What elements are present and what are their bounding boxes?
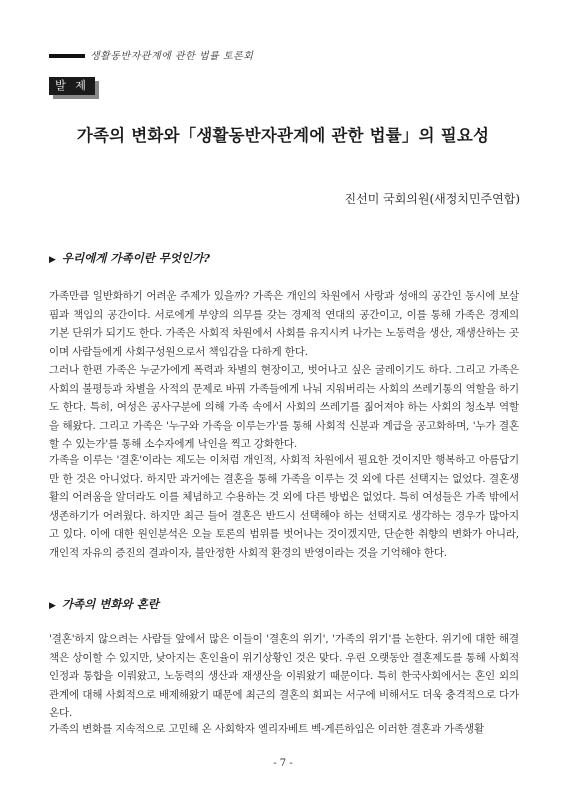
page-number: - 7 - [273, 758, 293, 769]
section-heading-text: 가족의 변화와 혼란 [61, 597, 159, 611]
document-title: 가족의 변화와「생활동반자관계에 관한 법률」의 필요성 [76, 126, 490, 145]
paragraph: '결혼'하지 않으려는 사람들 앞에서 많은 이들이 '결혼의 위기', '가족의 위기'를 논한다. 위기에 대한 해결책은 상이할 수 있지만, 낮아지는 혼인율이 위기상황인 것은 맞다. 우린 오랫동안 결혼제도를 통해 사회적 인정과 통합을 이뤄왔고, 노동력의 생산과 재생산을 이뤄왔기 때문이다. 특히 한국사회에서는 혼인 외의 관계에 대해 사회적으로 배제해왔기 때문에 최근의 결혼의 회피는 서구에 비해서도 더욱 충격적으로 다가온다. [49, 633, 519, 720]
running-header: 생활동반자관계에 관한 법률 토론회 [90, 51, 254, 62]
section-heading-1 [49, 250, 210, 266]
paragraph: 가족을 이루는 '결혼'이라는 제도는 이처럼 개인적, 사회적 차원에서 필요한 것이지만 행복하고 아름답기만 한 것은 아니었다. 하지만 과거에는 결혼을 통해 가족을 이루는 것 외에 다른 선택지는 없었다. 결혼생활의 어려움을 알더라도 이를 체념하고 수용하는 것 외에 다른 방법은 없었다. 특히 여성들은 가족 밖에서 생존하기가 어려웠다. 하지만 최근 들어 결혼은 반드시 선택해야 하는 선택지로 생각하는 경우가 많아지고 있다. 이에 대한 원인분석은 오늘 토론의 범위를 벗어나는 것이겠지만, 단순한 취향의 변화가 아니라, 개인적 자유의 증진의 결과이자, 불안정한 사회적 환경의 반영이라는 것을 기억해야 한다. [49, 454, 519, 559]
triangle-bullet-icon: ▶ [49, 255, 56, 265]
paragraph: 그러나 한편 가족은 누군가에게 폭력과 차별의 현장이고, 벗어나고 싶은 굴레이기도 하다. 그리고 가족은 사회의 불평등과 차별을 사적의 문제로 바꿔 가족들에게 나눠 지워버리는 사회의 쓰레기통의 역할을 하기도 한다. 특히, 여성은 공사구분에 의해 가족 속에서 사회의 쓰레기를 짊어져야 하는 사회의 청소부 역할을 해왔다. 그리고 가족은 '누구와 가족을 이루는가'를 통해 사회적 신분과 계급을 공고화하며, '누가 결혼할 수 있는가'를 통해 소수자에게 낙인을 찍고 강화한다. [49, 364, 519, 451]
section-heading-text: 우리에게 가족이란 무엇인가? [61, 251, 210, 265]
section-heading-2 [49, 596, 159, 612]
triangle-bullet-icon: ▶ [49, 601, 56, 611]
paragraph: 가족의 변화를 지속적으로 고민해 온 사회학자 엘리자베트 벡-게른하임은 이러한 결혼과 가족생활 [49, 723, 484, 735]
header-rule [49, 54, 85, 58]
author-line: 진선미 국회의원(새정치민주연합) [344, 192, 520, 206]
section-badge: 발 제 [49, 77, 95, 95]
paragraph: 가족만큼 일반화하기 어려운 주제가 있을까? 가족은 개인의 차원에서 사랑과 성애의 공간인 동시에 보살핌과 책임의 공간이다. 서로에게 부양의 의무를 갖는 경제적 연대의 공간이고, 이를 통해 가족은 경제의 기본 단위가 되기도 한다. 가족은 사회적 차원에서 사회를 유지시켜 나가는 노동력을 생산, 재생산하는 곳이며 사람들에게 사회구성원으로서 책임감을 다하게 한다. [49, 290, 519, 358]
